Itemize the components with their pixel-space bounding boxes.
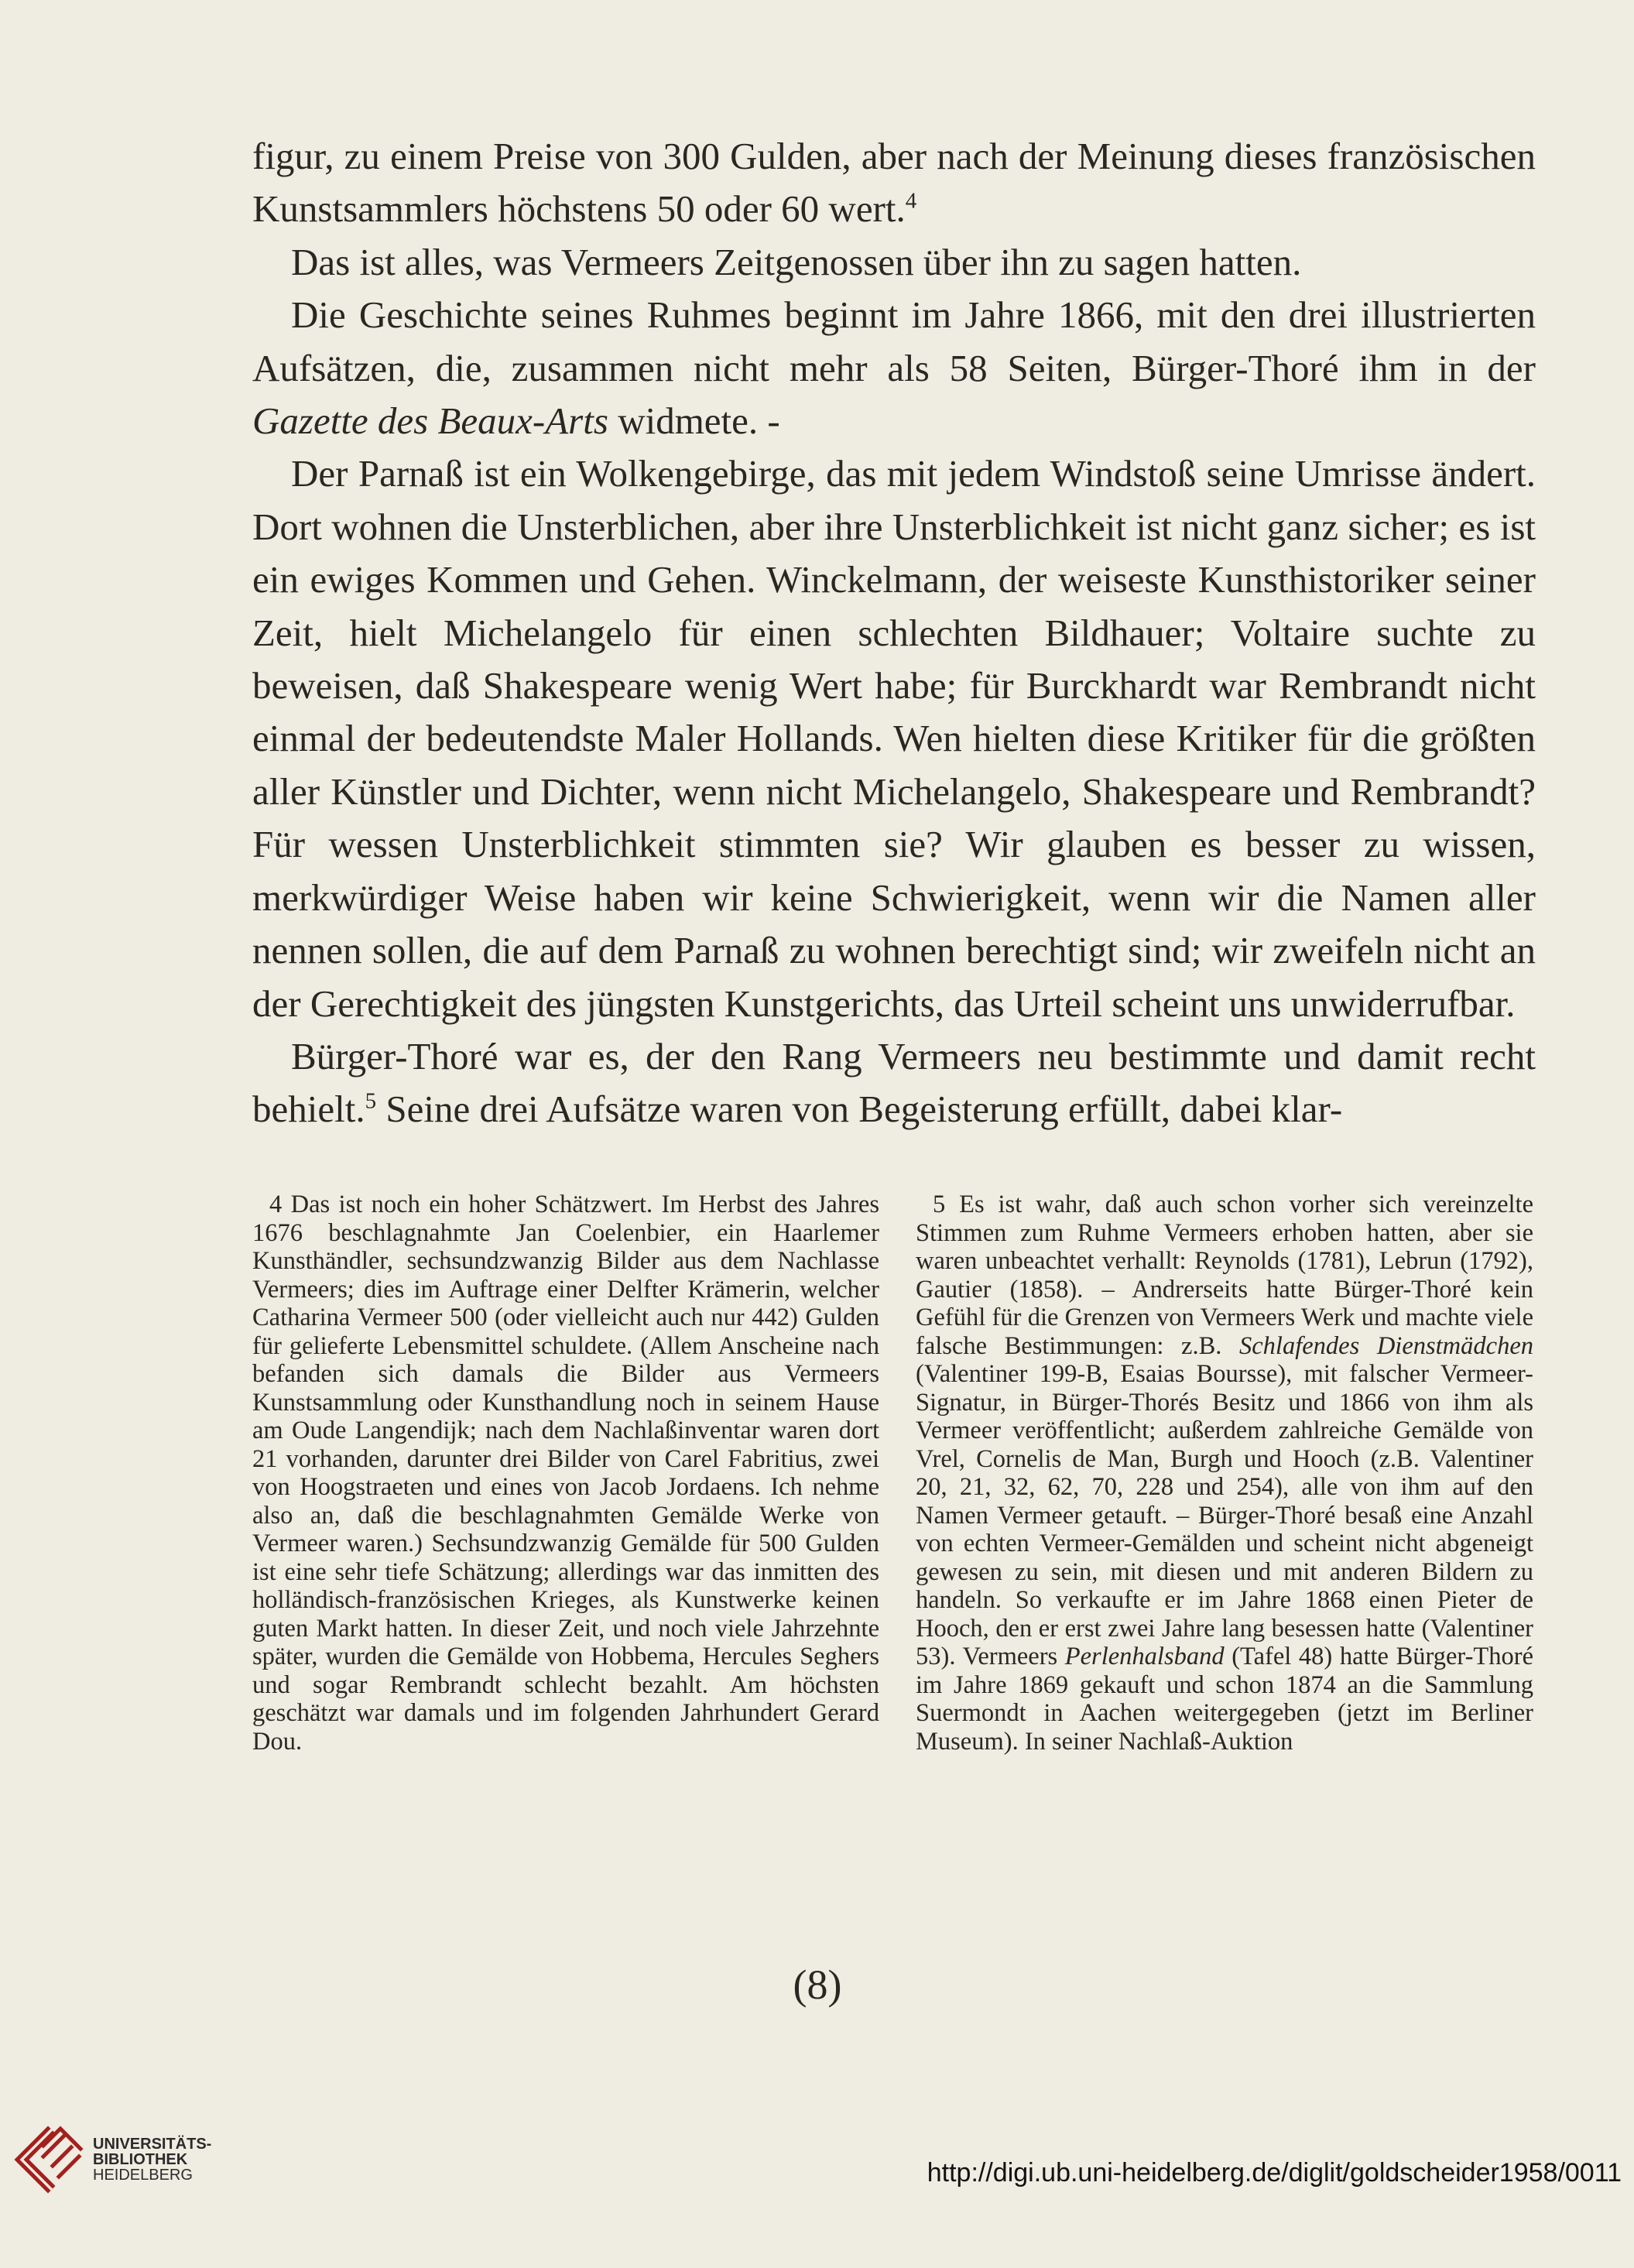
journal-title: Gazette des Beaux-Arts	[252, 399, 608, 443]
footnote-5-text-b: (Valentiner 199-B, Esaias Boursse), mit falscher Vermeer-Signatur, in Bürger-Thorés Besitz und 1866 von ihm als Vermeer veröffentlicht; außerdem zahlreiche Gemälde von Vrel, Cornelis de Man, Burgh und Hooch (z.B. Valentiner 20, 21, 32, 62, 70, 228 und 254), alle von ihm auf den Namen Vermeer getauft. – Bürger-Thoré besaß eine Anzahl von echten Vermeer-Gemälden und scheint nicht abgeneigt gewesen zu sein, mit diesen und mit anderen Bildern zu handeln. So verkaufte er im Jahre 1868 einen Pieter de Hooch, den er erst zwei Jahre lang besessen hatte (Valentiner 53). Vermeers	[916, 1360, 1533, 1670]
library-name-line-1: UNIVERSITÄTS-	[93, 2136, 212, 2153]
library-name	[93, 2136, 211, 2183]
footer-bar	[0, 2105, 1634, 2268]
footnote-5-text-c: (Tafel 48) hatte Bürger-Thoré im Jahre 1869 gekauft und schon 1874 an die Sammlung Suermondt in Aachen weitergegeben (jetzt im Berliner Museum). In seiner Nachlaß-Auktion	[916, 1643, 1534, 1756]
footnote-5	[916, 1191, 1533, 1756]
artwork-title-2: Perlenhalsband	[1064, 1643, 1225, 1670]
page-number: (8)	[793, 1961, 842, 2008]
source-url-link[interactable]: http://digi.ub.uni-heidelberg.de/diglit/goldscheider1958/0011	[927, 2158, 1622, 2187]
main-text	[252, 130, 1536, 1136]
paragraph-1-text: figur, zu einem Preise von 300 Gulden, aber nach der Meinung dieses französischen Kunstsammlers höchstens 50 oder 60 wert.	[252, 135, 1536, 231]
footnote-4	[252, 1191, 879, 1756]
paragraph-3-text-a: Die Geschichte seines Ruhmes beginnt im Jahre 1866, mit den drei illustrierten Aufsätzen, die, zusammen nicht mehr als 58 Seiten, Bürger-Thoré ihm in der	[252, 293, 1536, 389]
footnote-ref-4[interactable]: 4	[905, 189, 917, 214]
footnote-5-text	[916, 1191, 1533, 1756]
university-library-logo-icon[interactable]	[12, 2122, 85, 2194]
paragraph-3	[252, 289, 1536, 447]
library-name-line-2: BIBLIOTHEK	[93, 2151, 188, 2168]
paragraph-5-text-a: Bürger-Thoré war es, der den Rang Vermeers neu bestimmte und damit recht behielt.	[252, 1034, 1536, 1131]
paragraph-1	[252, 130, 1536, 236]
footnote-5-text-a: 5 Es ist wahr, daß auch schon vorher sich vereinzelte Stimmen zum Ruhme Vermeers erhoben hatten, aber sie waren unbeachtet verhallt: Reynolds (1781), Lebrun (1792), Gautier (1858). – Andrerseits hatte Bürger-Thoré kein Gefühl für die Grenzen von Vermeers Werk und machte viele falsche Bestimmungen: z.B.	[916, 1191, 1533, 1360]
paragraph-4: Der Parnaß ist ein Wolkengebirge, das mit jedem Windstoß seine Umrisse ändert. Dort wohnen die Unsterblichen, aber ihre Unsterblichkeit ist nicht ganz sicher; es ist ein ewiges Kommen und Gehen. Winckelmann, der weiseste Kunsthistoriker seiner Zeit, hielt Michelangelo für einen schlechten Bildhauer; Voltaire suchte zu beweisen, daß Shakespeare wenig Wert habe; für Burckhardt war Rembrandt nicht einmal der bedeutendste Maler Hollands. Wen hielten diese Kritiker für die größten aller Künstler und Dichter, wenn nicht Michelangelo, Shakespeare und Rembrandt? Für wessen Unsterblichkeit stimmten sie? Wir glauben es besser zu wissen, merkwürdiger Weise haben wir keine Schwierigkeit, wenn wir die Namen aller nennen sollen, die auf dem Parnaß zu wohnen berechtigt sind; wir zweifeln nicht an der Gerechtigkeit des jüngsten Kunstgerichts, das Urteil scheint uns unwiderrufbar.	[252, 452, 1536, 1025]
footnote-ref-5[interactable]: 5	[365, 1088, 377, 1114]
paragraph-3-text-b: widmete. -	[608, 399, 780, 443]
paragraph-5-text-b: Seine drei Aufsätze waren von Begeisterung erfüllt, dabei klar-	[376, 1088, 1343, 1131]
paragraph-5	[252, 1030, 1536, 1136]
paragraph-2: Das ist alles, was Vermeers Zeitgenossen über ihn zu sagen hatten.	[291, 240, 1302, 283]
artwork-title-1: Schlafendes Dienstmädchen	[1239, 1331, 1534, 1360]
footnote-4-text: 4 Das ist noch ein hoher Schätzwert. Im Herbst des Jahres 1676 beschlagnahmte Jan Coelenbier, ein Haarlemer Kunsthändler, sechsundzwanzig Bilder aus dem Nachlasse Vermeers; dies im Auftrage einer Delfter Krämerin, welcher Catharina Vermeer 500 (oder vielleicht auch nur 442) Gulden für gelieferte Lebensmittel schuldete. (Allem Anscheine nach befanden sich damals die Bilder aus Vermeers Kunstsammlung oder Kunsthandlung noch in seinem Hause am Oude Langendijk; nach dem Nachlaßinventar waren dort 21 vorhanden, darunter drei Bilder von Carel Fabritius, zwei von Hoogstraeten und eines von Jacob Jordaens. Ich nehme also an, daß die beschlagnahmten Gemälde Werke von Vermeer waren.) Sechsundzwanzig Gemälde für 500 Gulden ist eine sehr tiefe Schätzung; allerdings war das inmitten des holländisch-französischen Krieges, als Kunstwerke keinen guten Markt hatten. In dieser Zeit, und noch viele Jahrzehnte später, wurden die Gemälde von Hobbema, Hercules Seghers und sogar Rembrandt schlecht bezahlt. Am höchsten geschätzt war damals und im folgenden Jahrhundert Gerard Dou.	[252, 1191, 879, 1756]
library-name-line-3: HEIDELBERG	[93, 2167, 193, 2184]
